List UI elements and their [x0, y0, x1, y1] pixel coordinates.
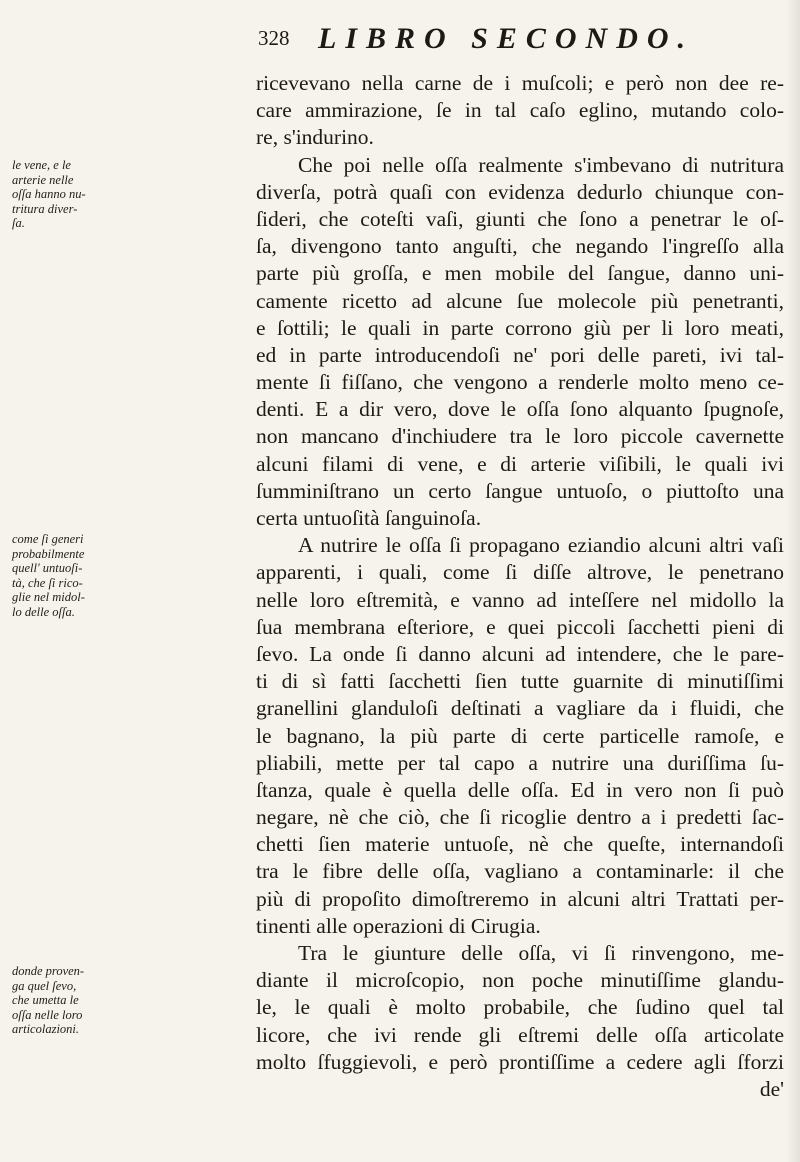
text-line: care ammirazione, ſe in tal caſo eglino, mutando colo-	[256, 98, 784, 123]
text-line: camente ricetto ad alcune ſue molecole più penetranti,	[256, 288, 784, 313]
page-number: 328	[258, 26, 290, 50]
text-line: e ſottili; le quali in parte corrono giù per li loro meati,	[256, 315, 784, 340]
text-line: tra le fibre delle oſſa, vagliano a contaminarle: il che	[256, 859, 784, 884]
text-line: pliabili, mette per tal capo a nutrire una duriſſima ſu-	[256, 750, 784, 775]
text-line: Che poi nelle oſſa realmente s'imbevano di nutritura	[298, 152, 784, 177]
text-line: Tra le giunture delle oſſa, vi ſi rinvengono, me-	[298, 941, 784, 965]
text-line: mente ſi fiſſano, che vengono a renderle molto meno ce-	[256, 370, 784, 395]
text-line: nelle loro eſtremità, e vanno ad inteſſere nel midollo la	[256, 587, 784, 612]
text-line: ſua membrana eſteriore, e quei piccoli ſacchetti pieni di	[256, 614, 784, 639]
text-line: licore, che ivi rende gli eſtremi delle oſſa articolate	[256, 1022, 784, 1047]
text-line: negare, nè che ciò, che ſi ricoglie dentro a i predetti ſac-	[256, 805, 784, 830]
text-line: parte più groſſa, e men mobile del ſangue, danno uni-	[256, 261, 784, 286]
text-line: granellini glanduloſi deſtinati a vagliare da i fluidi, che	[256, 696, 784, 721]
text-line: ſa, divengono tanto anguſti, che negando l'ingreſſo alla	[256, 234, 784, 259]
text-line: tinenti alle operazioni di Cirugia.	[256, 913, 541, 938]
text-line: non mancano d'inchiudere tra le loro piccole cavernette	[256, 424, 784, 449]
text-line: più di propoſito dimoſtreremo in alcuni altri Trattati per-	[256, 886, 784, 911]
text-line: ed in parte introducendoſi ne' pori delle pareti, ivi tal-	[256, 342, 784, 367]
main-text	[256, 70, 784, 1103]
text-line: ſideri, che coteſti vaſi, giunti che ſono a penetrar le oſ-	[256, 206, 784, 231]
text-line: diverſa, potrà quaſi con evidenza dedurlo chiunque con-	[256, 179, 784, 204]
text-line: chetti ſien materie untuoſe, nè che queſte, internandoſi	[256, 832, 784, 857]
text-line: certa untuoſità ſanguinoſa.	[256, 506, 482, 530]
text-line: diante il microſcopio, non poche minutiſſime glandu-	[256, 968, 784, 993]
catchword: de'	[759, 1076, 784, 1101]
text-line: denti. E a dir vero, dove le oſſa ſono alquanto ſpugnoſe,	[256, 397, 784, 422]
running-title: LIBRO SECONDO.	[318, 22, 695, 55]
text-line: molto ſfuggievoli, e però prontiſſime a cedere agli ſforzi	[256, 1049, 784, 1074]
text-line: ſevo. La onde ſi danno alcuni ad intendere, che le pare-	[256, 641, 784, 666]
margin-note-vessels: le vene, e le arterie nelle oſſa hanno nu- tritura diver- ſa.	[12, 158, 86, 231]
text-line: le, le quali è molto probabile, che ſudino quel tal	[256, 995, 784, 1020]
margin-note-marrow: come ſi generi probabilmente quell' untuoſi- tà, che ſi rico- glie nel midol- lo delle oſſa.	[12, 532, 85, 619]
text-line: re, s'indurino.	[256, 125, 374, 150]
text-line: apparenti, i quali, come ſi diſſe altrove, le penetrano	[256, 560, 784, 585]
text-line: alcuni filami di vene, e di arterie viſibili, le quali ivi	[256, 451, 784, 476]
text-line: A nutrire le oſſa ſi propagano eziandio alcuni altri vaſi	[298, 533, 784, 558]
text-line: ti di sì fatti ſacchetti ſien tutte guarnite di minutiſſimi	[256, 669, 784, 694]
text-line: ſtanza, quale è quella delle oſſa. Ed in vero non ſi può	[256, 777, 784, 802]
text-line: ricevevano nella carne de i muſcoli; e però non dee re-	[256, 71, 784, 95]
page-header	[240, 22, 760, 56]
margin-note-joints: donde proven- ga quel ſevo, che umetta le oſſa nelle loro articolazioni.	[12, 964, 85, 1037]
text-line: ſumminiſtrano un certo ſangue untuoſo, o piuttoſto una	[256, 478, 784, 503]
page-edge-shadow	[786, 0, 800, 1162]
text-line: le bagnano, la più parte di certe particelle ramoſe, e	[256, 723, 784, 748]
